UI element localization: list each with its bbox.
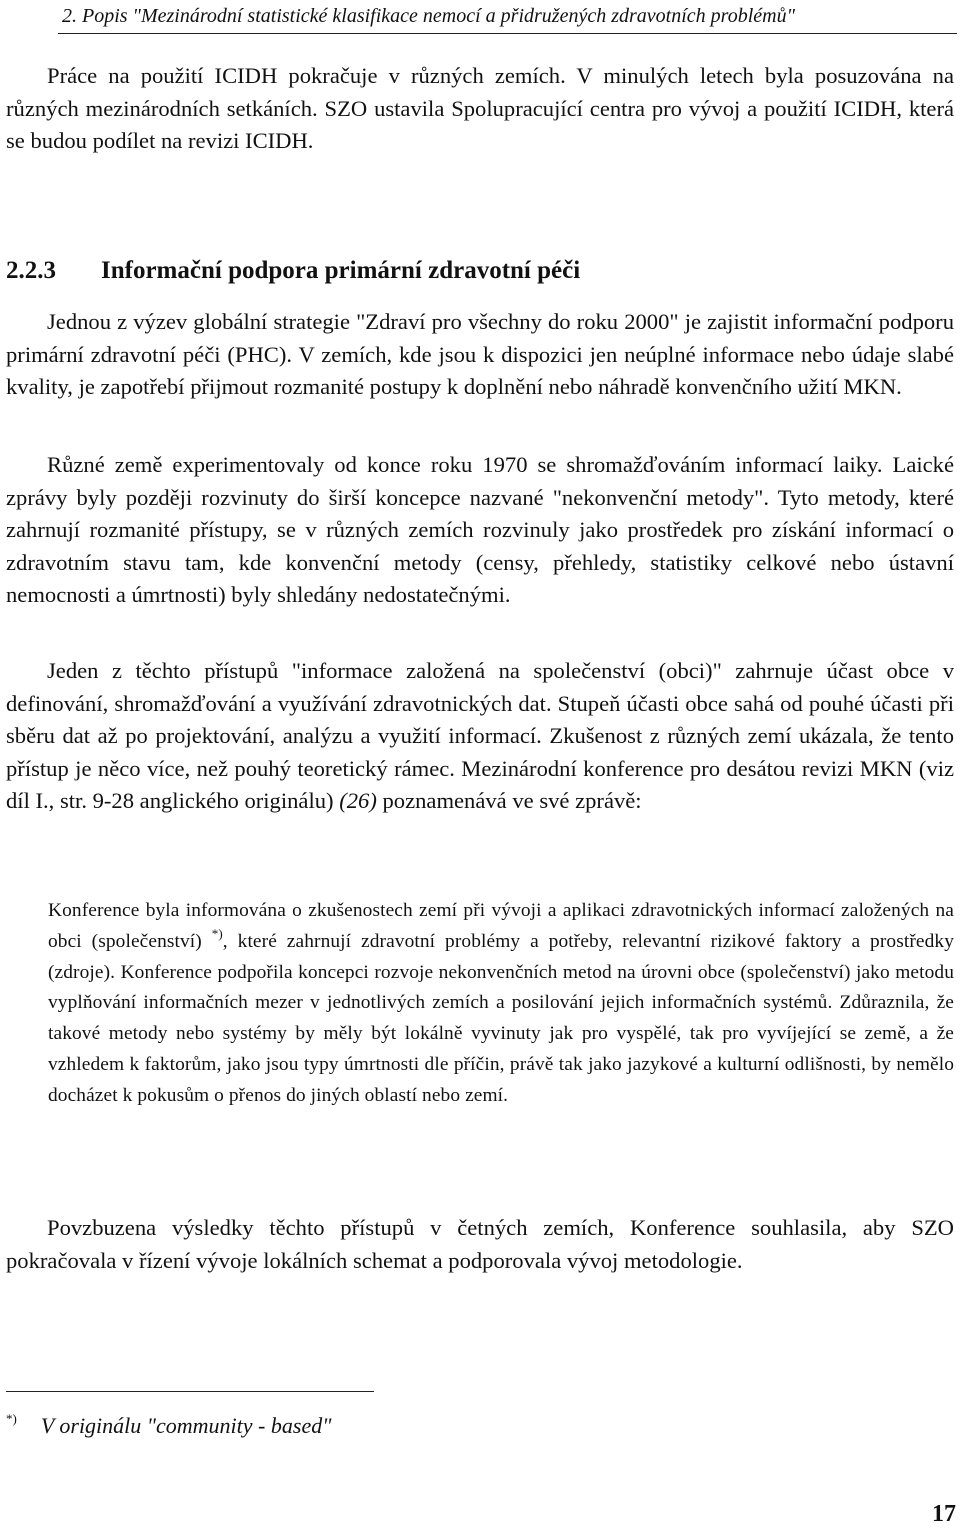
quote-text-continued: , které zahrnují zdravotní problémy a potřeby, relevantní rizikové faktory a prostředky (zdroje). Konference podpořila koncepci rozvoje nekonvenčních metod na úrovni obce (společenství) jako metodu vyplňování informačních mezer v jednotlivých zemích a posilování jejich informačních systémů. Zdůraznila, že takové metody nebo systémy by měly být lokálně vyvinuty jak pro vyspělé, tak pro vyvíjející se země, a že vzhledem k faktorům, jako jsou typy úmrtnosti dle příčin, právě tak jako jazykové a kulturní odlišnosti, by nemělo docházet k pokusům o přenos do jiných oblastí nebo zemí. <box>48 930 954 1106</box>
section-title: Informační podpora primární zdravotní péči <box>101 257 581 284</box>
quote-text: Konference byla informována o zkušenostech zemí při vývoji a aplikaci zdravotnických informací založených na obci (společenství) <box>48 900 954 952</box>
section-heading <box>6 254 580 288</box>
body-text-block-1 <box>6 306 954 404</box>
running-header: 2. Popis "Mezinárodní statistické klasifikace nemocí a přidružených zdravotních problémů" <box>62 5 795 27</box>
paragraph-1: Jednou z výzev globální strategie "Zdraví pro všechny do roku 2000" je zajistit informační podporu primární zdravotní péči (PHC). V zemích, kde jsou k dispozici jen neúplné informace nebo údaje slabé kvality, je zapotřebí přijmout rozmanité postupy k doplnění nebo náhradě konvenčního užití MKN. <box>6 309 954 399</box>
section-number: 2.2.3 <box>6 257 56 284</box>
reference-number: (26) <box>339 788 377 813</box>
body-text-block-3 <box>6 655 954 818</box>
page-number: 17 <box>932 1501 956 1527</box>
body-text-block-4 <box>6 1212 954 1277</box>
quoted-conference-text <box>48 896 954 1112</box>
footnote <box>6 1404 331 1441</box>
header-rule <box>58 33 957 34</box>
paragraph-2: Různé země experimentovaly od konce roku 1970 se shromažďováním informací laiky. Laické zprávy byly později rozvinuty do širší koncepce nazvané "nekonvenční metody". Tyto metody, které zahrnují rozmanité přístupy, se v různých zemích rozvinuly jako prostředek pro získání informací o zdravotním stavu tam, kde konvenční metody (censy, přehledy, statistiky celkové nebo ústavní nemocnosti a úmrtnosti) byly shledány nedostatečnými. <box>6 452 954 607</box>
paragraph-3 <box>6 655 954 818</box>
footnote-reference-mark: *) <box>211 925 223 941</box>
footnote-rule <box>6 1391 374 1392</box>
paragraph-4: Povzbuzena výsledky těchto přístupů v četných zemích, Konference souhlasila, aby SZO pokračovala v řízení vývoje lokálních schemat a podporovala vývoj metodologie. <box>6 1215 954 1273</box>
footnote-text: V originálu "community - based" <box>40 1413 332 1438</box>
body-text-block-2 <box>6 449 954 612</box>
intro-paragraph-block <box>6 60 954 158</box>
footnote-mark: *) <box>6 1411 17 1426</box>
paragraph-3-text: Jeden z těchto přístupů "informace založená na společenství (obci)" zahrnuje účast obce v definování, shromažďování a využívání zdravotnických dat. Stupeň účasti obce sahá od pouhé účasti při sběru dat až po projektování, analýzu a využití informací. Zkušenost z různých zemí ukázala, že tento přístup je něco více, než pouhý teoretický rámec. Mezinárodní konference pro desátou revizi MKN (viz díl I., str. 9-28 anglického originálu) <box>6 658 954 813</box>
intro-paragraph: Práce na použití ICIDH pokračuje v různých zemích. V minulých letech byla posuzována na různých mezinárodních setkáních. SZO ustavila Spolupracující centra pro vývoj a použití ICIDH, která se budou podílet na revizi ICIDH. <box>6 63 954 153</box>
paragraph-3-tail: poznamenává ve své zprávě: <box>376 788 642 813</box>
